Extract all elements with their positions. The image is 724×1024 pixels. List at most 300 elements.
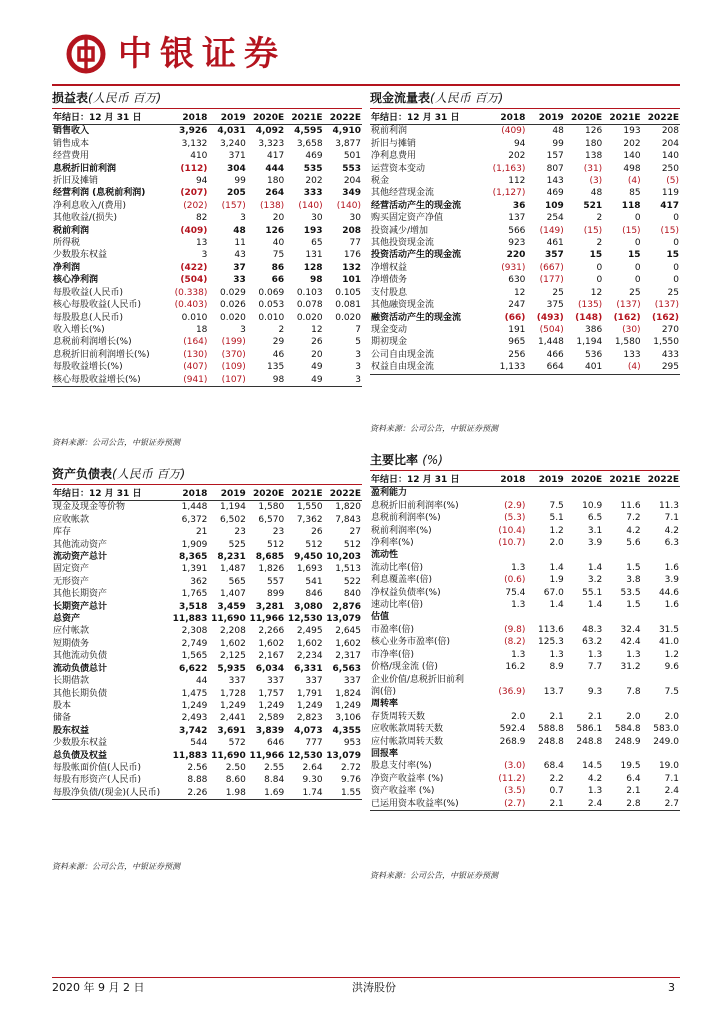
value-cell: 2.0 [664, 711, 679, 722]
table-row [52, 374, 362, 387]
value-cell: 254 [546, 213, 564, 224]
table-row [370, 661, 680, 673]
value-cell: 1.9 [549, 575, 564, 586]
row-label: 投资活动产生的现金流 [371, 250, 462, 261]
table-row [370, 525, 680, 537]
value-cell: (135) [577, 300, 603, 311]
value-cell: 3,240 [220, 138, 246, 149]
value-cell: 3 [324, 374, 362, 387]
value-cell [603, 487, 641, 500]
value-cell [603, 698, 641, 710]
value-cell: 12,530 [287, 750, 323, 761]
value-cell: 249.0 [653, 736, 679, 747]
value-cell: 82 [195, 213, 208, 224]
value-cell: 63.2 [582, 637, 603, 648]
table-row [52, 762, 362, 774]
table-row [52, 750, 362, 762]
value-cell: 5.6 [626, 538, 641, 549]
value-cell: 469 [305, 151, 323, 162]
value-cell: 1,602 [335, 638, 361, 649]
value-cell: 1.6 [664, 600, 679, 611]
value-cell: (30) [622, 324, 641, 335]
value-cell: 202 [305, 176, 323, 187]
value-cell: 0 [673, 262, 679, 273]
value-cell [526, 549, 564, 561]
value-cell: 2,266 [258, 626, 285, 637]
income-statement-table [52, 112, 362, 387]
value-cell: 1,728 [220, 688, 246, 699]
value-cell: 1,757 [258, 688, 285, 699]
header-label-cell: 年结日：12 月 31 日 [370, 474, 488, 487]
row-label: 净利息收入/(费用) [53, 200, 127, 211]
row-label: 资产收益率 (%) [371, 786, 435, 797]
value-cell: 469 [546, 188, 564, 199]
table-row [370, 587, 680, 599]
table-row [52, 299, 362, 311]
row-label: 库存 [53, 527, 72, 538]
value-cell [565, 698, 603, 710]
value-cell: (11.2) [498, 773, 526, 784]
table-row [370, 175, 680, 187]
row-label: 流动性 [371, 550, 399, 561]
value-cell: 44.6 [658, 587, 679, 598]
value-cell: 23 [272, 527, 285, 538]
value-cell: 12,530 [287, 614, 323, 625]
value-cell: 2.72 [340, 762, 361, 773]
value-cell: 248.9 [614, 736, 641, 747]
header-year-cell: 2019 [208, 488, 246, 501]
table-row [52, 638, 362, 650]
table-row [52, 150, 362, 162]
row-label: 盈利能力 [371, 488, 408, 499]
value-cell: 2.55 [264, 762, 285, 773]
value-cell: 14.5 [582, 761, 603, 772]
value-cell: 9.6 [664, 662, 679, 673]
table-row [52, 324, 362, 336]
value-cell: 12 [311, 324, 323, 335]
value-cell: (493) [536, 312, 564, 323]
value-cell [642, 487, 680, 500]
table-row [52, 237, 362, 249]
value-cell: 48 [233, 225, 246, 236]
value-cell: 1.98 [208, 787, 246, 800]
header-year-cell: 2022E [324, 112, 362, 125]
value-cell: 15 [666, 250, 679, 261]
income-title-rule [52, 108, 362, 109]
value-cell: 11.3 [658, 500, 679, 511]
row-label: 每股股息(人民币) [53, 312, 124, 323]
row-label: 企业价值/息税折旧前利 [371, 674, 465, 685]
row-label: 回报率 [371, 748, 399, 759]
value-cell: 9.30 [302, 775, 323, 786]
value-cell: 41.0 [658, 637, 679, 648]
row-label: 现金变动 [371, 324, 408, 335]
value-cell: (138) [259, 200, 285, 211]
value-cell: 337 [267, 676, 285, 687]
value-cell: (2.7) [488, 798, 526, 811]
value-cell: 3,691 [217, 725, 246, 736]
row-label: 市净率(倍) [371, 649, 415, 660]
value-cell: (112) [180, 163, 208, 174]
value-cell: 29 [272, 337, 285, 348]
key-ratios-table [370, 474, 680, 811]
value-cell: (177) [539, 275, 564, 286]
row-label: 税金 [371, 176, 390, 187]
value-cell: 193 [623, 126, 641, 137]
table-row [52, 501, 362, 514]
value-cell: 26 [311, 527, 323, 538]
table-row [370, 150, 680, 162]
value-cell: 0.081 [335, 300, 361, 311]
value-cell: (941) [170, 374, 208, 387]
value-cell: 522 [343, 576, 361, 587]
value-cell: 840 [343, 589, 361, 600]
value-cell: 3.9 [587, 538, 603, 549]
balance-title-rule [52, 484, 362, 485]
value-cell: 541 [305, 576, 323, 587]
table-row [370, 512, 680, 524]
table-row [52, 175, 362, 187]
value-cell: 1.3 [511, 649, 526, 660]
value-cell: 8,365 [178, 552, 208, 563]
value-cell: 6,570 [258, 514, 285, 525]
value-cell: 13 [195, 238, 208, 249]
value-cell: 128 [303, 262, 323, 273]
value-cell: 37 [233, 262, 246, 273]
value-cell: 204 [661, 138, 679, 149]
value-cell: 1,249 [296, 700, 323, 711]
value-cell: 4,092 [255, 126, 285, 137]
value-cell: (10.7) [498, 538, 526, 549]
value-cell: 2.0 [511, 711, 526, 722]
table-row [52, 274, 362, 286]
value-cell: 466 [546, 349, 564, 360]
row-label: 应收帐款周转天数 [371, 724, 444, 735]
value-cell [603, 549, 641, 561]
cashflow-statement-title [370, 90, 503, 106]
table-row [52, 262, 362, 274]
value-cell [642, 674, 680, 686]
value-cell: 2,645 [335, 626, 361, 637]
value-cell: 1,791 [296, 688, 323, 699]
value-cell: 1.3 [511, 562, 526, 573]
value-cell [603, 674, 641, 686]
row-label: 总负债及权益 [53, 750, 108, 761]
value-cell: 1.55 [324, 787, 362, 800]
value-cell: 3 [201, 250, 208, 261]
value-cell: 15 [589, 250, 603, 261]
value-cell: 6.5 [587, 513, 603, 524]
row-label: 收入增长(%) [53, 324, 105, 335]
value-cell: (137) [654, 300, 679, 311]
cashflow-title-rule [370, 108, 680, 109]
value-cell: 1.3 [587, 649, 603, 660]
table-row [52, 212, 362, 224]
value-cell: 3 [240, 324, 246, 335]
table-row [52, 787, 362, 800]
value-cell: 0 [634, 238, 641, 249]
value-cell: 193 [303, 225, 323, 236]
value-cell: 2.0 [549, 538, 564, 549]
value-cell: 512 [343, 539, 361, 550]
ratios-source-note: 资料来源：公司公告，中银证券预测 [370, 871, 498, 880]
value-cell: 19.5 [620, 761, 641, 772]
brand-name: 中银证券 [118, 34, 286, 74]
table-row [52, 349, 362, 361]
value-cell: 304 [227, 163, 246, 174]
table-header-row [52, 112, 362, 125]
value-cell: 1.2 [549, 525, 564, 536]
value-cell: (370) [221, 349, 246, 360]
value-cell: 349 [342, 188, 361, 199]
value-cell: 0.7 [549, 786, 564, 797]
row-label: 经营费用 [53, 151, 90, 162]
value-cell: 5 [355, 337, 361, 348]
table-row [52, 774, 362, 786]
value-cell [488, 487, 526, 500]
value-cell: 36 [512, 200, 526, 211]
value-cell: 140 [623, 151, 641, 162]
value-cell: 0.026 [220, 300, 246, 311]
value-cell: 68.4 [543, 761, 564, 772]
header-year-cell: 2022E [642, 112, 680, 125]
value-cell: 0.010 [258, 312, 285, 323]
value-cell: 3,106 [335, 713, 361, 724]
value-cell: 965 [508, 337, 526, 348]
row-label: 息税折旧前利润率(%) [371, 500, 459, 511]
value-cell: 3,926 [178, 126, 208, 137]
value-cell: 40 [272, 238, 285, 249]
value-cell: (130) [183, 349, 208, 360]
value-cell: 2.7 [642, 798, 680, 811]
value-cell: 6.4 [626, 773, 641, 784]
balance-source-note: 资料来源：公司公告，中银证券预测 [52, 862, 180, 871]
value-cell: 2,317 [335, 651, 361, 662]
value-cell: 86 [271, 262, 285, 273]
value-cell: 295 [642, 361, 680, 374]
value-cell: 16.2 [505, 662, 526, 673]
table-row [370, 562, 680, 574]
income-title-text: 损益表 [52, 91, 89, 105]
value-cell: 7.2 [626, 513, 641, 524]
row-label: 长期资产总计 [53, 601, 108, 612]
row-label: 流动资产总计 [53, 552, 108, 563]
table-row [370, 624, 680, 636]
row-label: 期初现金 [371, 337, 408, 348]
row-label: 每股帐面价值(人民币) [53, 762, 142, 773]
income-statement-title [52, 90, 161, 106]
table-row [370, 698, 680, 710]
table-row [370, 125, 680, 138]
value-cell: 1,602 [296, 638, 323, 649]
value-cell: 11,883 [172, 614, 208, 625]
row-label: 储备 [53, 713, 72, 724]
value-cell: (15) [622, 225, 641, 236]
table-row [52, 514, 362, 526]
value-cell: 94 [195, 176, 208, 187]
value-cell: 46 [272, 349, 285, 360]
value-cell: 3 [355, 362, 361, 373]
value-cell: 3.8 [626, 575, 641, 586]
table-row [52, 625, 362, 637]
table-row [52, 138, 362, 150]
table-row [52, 336, 362, 348]
row-label: 价格/现金流 (倍) [371, 662, 438, 673]
value-cell: 2,589 [258, 713, 285, 724]
row-label: 净增债务 [371, 275, 408, 286]
header-year-cell: 2020E [565, 112, 603, 125]
value-cell: 19.0 [658, 761, 679, 772]
footer-page-number: 3 [668, 981, 675, 994]
value-cell: 8.84 [264, 775, 285, 786]
value-cell: (504) [539, 324, 564, 335]
report-header [52, 28, 682, 78]
value-cell [565, 487, 603, 500]
table-row [370, 748, 680, 760]
value-cell: 26 [311, 337, 323, 348]
value-cell: 21 [195, 527, 208, 538]
value-cell: (199) [221, 337, 246, 348]
value-cell: 3.2 [587, 575, 603, 586]
value-cell: (164) [183, 337, 208, 348]
value-cell [526, 611, 564, 623]
row-label: 税前利润率(%) [371, 525, 432, 536]
value-cell: 2,234 [296, 651, 323, 662]
value-cell: 4.2 [587, 773, 603, 784]
table-row [52, 613, 362, 625]
value-cell: 18 [195, 324, 208, 335]
header-year-cell: 2018 [170, 488, 208, 501]
table-row [52, 650, 362, 662]
value-cell: 1,475 [181, 688, 208, 699]
value-cell: 4.2 [626, 525, 641, 536]
value-cell: 140 [661, 151, 679, 162]
header-year-cell: 2020E [565, 474, 603, 487]
table-row [370, 312, 680, 324]
value-cell: 3,323 [258, 138, 285, 149]
value-cell: 586.1 [576, 724, 603, 735]
table-row [370, 636, 680, 648]
value-cell: 0.020 [220, 312, 246, 323]
header-year-cell: 2019 [526, 474, 564, 487]
row-label: 净利息费用 [371, 151, 417, 162]
value-cell: 8.88 [187, 775, 208, 786]
table-row [370, 187, 680, 199]
table-row [370, 361, 680, 374]
row-label: 净增权益 [371, 262, 408, 273]
value-cell: 268.9 [499, 736, 526, 747]
value-cell: 3,518 [178, 601, 208, 612]
table-row [52, 563, 362, 575]
value-cell: 176 [343, 250, 361, 261]
row-label: 固定资产 [53, 564, 90, 575]
table-row [370, 225, 680, 237]
value-cell: 42.4 [620, 637, 641, 648]
table-row [52, 688, 362, 700]
table-row [52, 287, 362, 299]
value-cell: 8.60 [225, 775, 246, 786]
value-cell: 33 [233, 275, 246, 286]
row-label: 应付帐款周转天数 [371, 736, 444, 747]
value-cell: (8.2) [504, 637, 526, 648]
value-cell: 4,355 [332, 725, 361, 736]
table-header-row [370, 474, 680, 487]
row-label: 净利润 [53, 262, 81, 273]
table-row [52, 361, 362, 373]
table-row [52, 249, 362, 261]
table-row [370, 500, 680, 512]
value-cell [488, 674, 526, 686]
row-label: 长期借款 [53, 676, 90, 687]
value-cell: 204 [343, 176, 361, 187]
value-cell: 7.7 [587, 662, 603, 673]
value-cell: 1,133 [488, 361, 526, 374]
table-header-row [52, 488, 362, 501]
value-cell [526, 698, 564, 710]
value-cell [642, 698, 680, 710]
value-cell: 49 [285, 374, 323, 387]
row-label: 存货周转天数 [371, 711, 426, 722]
value-cell: 2,125 [220, 651, 246, 662]
row-label: 估值 [371, 612, 390, 623]
value-cell [642, 748, 680, 760]
table-row [52, 200, 362, 212]
value-cell: 3,132 [181, 138, 208, 149]
value-cell: 256 [508, 349, 526, 360]
value-cell: 0.029 [220, 287, 246, 298]
table-row [370, 798, 680, 811]
value-cell: 2.50 [225, 762, 246, 773]
header-year-cell: 2021E [285, 112, 323, 125]
value-cell: 953 [343, 738, 361, 749]
value-cell: 12 [513, 287, 526, 298]
value-cell: (4) [603, 361, 641, 374]
row-label: 利息覆盖率(倍) [371, 575, 433, 586]
value-cell: 1,194 [576, 337, 603, 348]
value-cell: 1.4 [587, 562, 603, 573]
value-cell: (409) [501, 126, 526, 137]
value-cell [565, 549, 603, 561]
value-cell: (148) [575, 312, 603, 323]
value-cell: 11,690 [211, 614, 246, 625]
header-divider [52, 84, 680, 86]
value-cell: 11.6 [620, 500, 641, 511]
row-label: 投资减少/增加 [371, 225, 429, 236]
table-row [370, 549, 680, 561]
value-cell: 1.5 [626, 600, 641, 611]
value-cell: 9.76 [340, 775, 361, 786]
value-cell: 417 [267, 151, 285, 162]
table-row [370, 336, 680, 348]
table-row [52, 539, 362, 551]
value-cell: 1,602 [258, 638, 285, 649]
value-cell: (140) [336, 200, 361, 211]
value-cell: 13.7 [543, 686, 564, 697]
value-cell: 6,034 [255, 663, 285, 674]
value-cell: 6,331 [294, 663, 323, 674]
row-label: 息税折旧前利润增长(%) [53, 349, 150, 360]
ratios-unit: (%) [422, 453, 443, 467]
value-cell: 3,281 [255, 601, 285, 612]
value-cell: 264 [265, 188, 285, 199]
bank-of-china-logo-icon [66, 34, 106, 74]
value-cell: 337 [305, 676, 323, 687]
value-cell: 48 [552, 126, 564, 137]
value-cell [565, 674, 603, 686]
value-cell: 2.26 [170, 787, 208, 800]
value-cell: 77 [349, 238, 361, 249]
row-label: 流动负债总计 [53, 663, 108, 674]
